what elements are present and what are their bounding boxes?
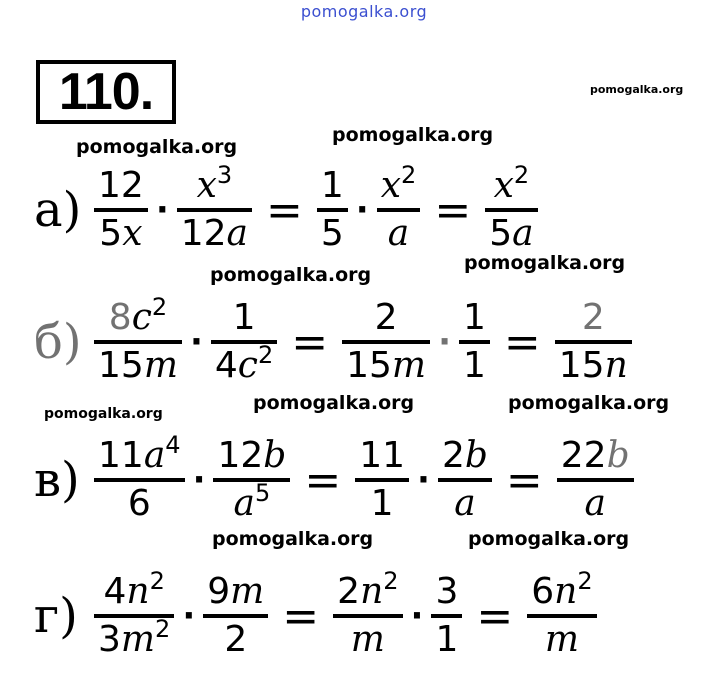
fraction: $\frac{11a^4}{6}$: [94, 434, 185, 526]
problem-number: 110.: [58, 63, 154, 121]
equation-row-v: в) $\frac{11a^4}{6}$ · $\frac{12b}{a^5}$ = $\frac{11}{1}$ · $\frac{2b}{a}$ = $\frac{22b}{a}$: [34, 430, 638, 530]
fraction: $\frac{x^2}{5a}$: [485, 164, 537, 256]
watermark: pomogalka.org: [332, 124, 494, 146]
row-label: г): [34, 588, 78, 644]
fraction: $\frac{1}{1}$: [459, 296, 490, 388]
fraction: $\frac{2}{15m}$: [342, 296, 430, 388]
fraction: $\frac{8c^2}{15m}$: [94, 296, 182, 388]
fraction: $\frac{3}{1}$: [431, 570, 462, 662]
equation-row-g: г) $\frac{4n^2}{3m^2}$ · $\frac{9m}{2}$ = $\frac{2n^2}{m}$ · $\frac{3}{1}$ = $\frac{6n^2}{m}$: [34, 566, 601, 666]
fraction: $\frac{2b}{a}$: [438, 434, 492, 526]
site-header-link[interactable]: pomogalka.org: [300, 2, 428, 21]
watermark: pomogalka.org: [590, 83, 684, 96]
fraction: $\frac{1}{5}$: [317, 164, 348, 256]
row-label: б): [34, 314, 82, 370]
watermark: pomogalka.org: [253, 392, 415, 414]
fraction: $\frac{2n^2}{m}$: [333, 570, 402, 662]
fraction: $\frac{11}{1}$: [355, 434, 409, 526]
fraction: $\frac{x^2}{a}$: [377, 164, 421, 256]
fraction: $\frac{9m}{2}$: [203, 570, 268, 662]
watermark: pomogalka.org: [468, 528, 630, 550]
watermark: pomogalka.org: [210, 264, 372, 286]
fraction: $\frac{12b}{a^5}$: [213, 434, 290, 526]
fraction: $\frac{2}{15n}$: [555, 296, 632, 388]
fraction: $\frac{1}{4c^2}$: [211, 296, 277, 388]
fraction: $\frac{6n^2}{m}$: [527, 570, 596, 662]
watermark: pomogalka.org: [212, 528, 374, 550]
fraction: $\frac{4n^2}{3m^2}$: [94, 570, 174, 662]
watermark: pomogalka.org: [44, 406, 163, 422]
watermark: pomogalka.org: [508, 392, 670, 414]
fraction: $\frac{22b}{a}$: [557, 434, 634, 526]
row-label: в): [34, 452, 80, 508]
row-label: а): [34, 182, 82, 238]
fraction: $\frac{12}{5x}$: [94, 164, 148, 256]
fraction: $\frac{x^3}{12a}$: [177, 164, 252, 256]
equation-row-a: а) $\frac{12}{5x}$ · $\frac{x^3}{12a}$ = $\frac{1}{5}$ · $\frac{x^2}{a}$ = $\frac{x^2}{5a}$: [34, 160, 542, 260]
watermark: pomogalka.org: [464, 252, 626, 274]
watermark: pomogalka.org: [76, 136, 238, 158]
equation-row-b: б) $\frac{8c^2}{15m}$ · $\frac{1}{4c^2}$ = $\frac{2}{15m}$ · $\frac{1}{1}$ = $\frac{2}{15n}$: [34, 292, 636, 392]
